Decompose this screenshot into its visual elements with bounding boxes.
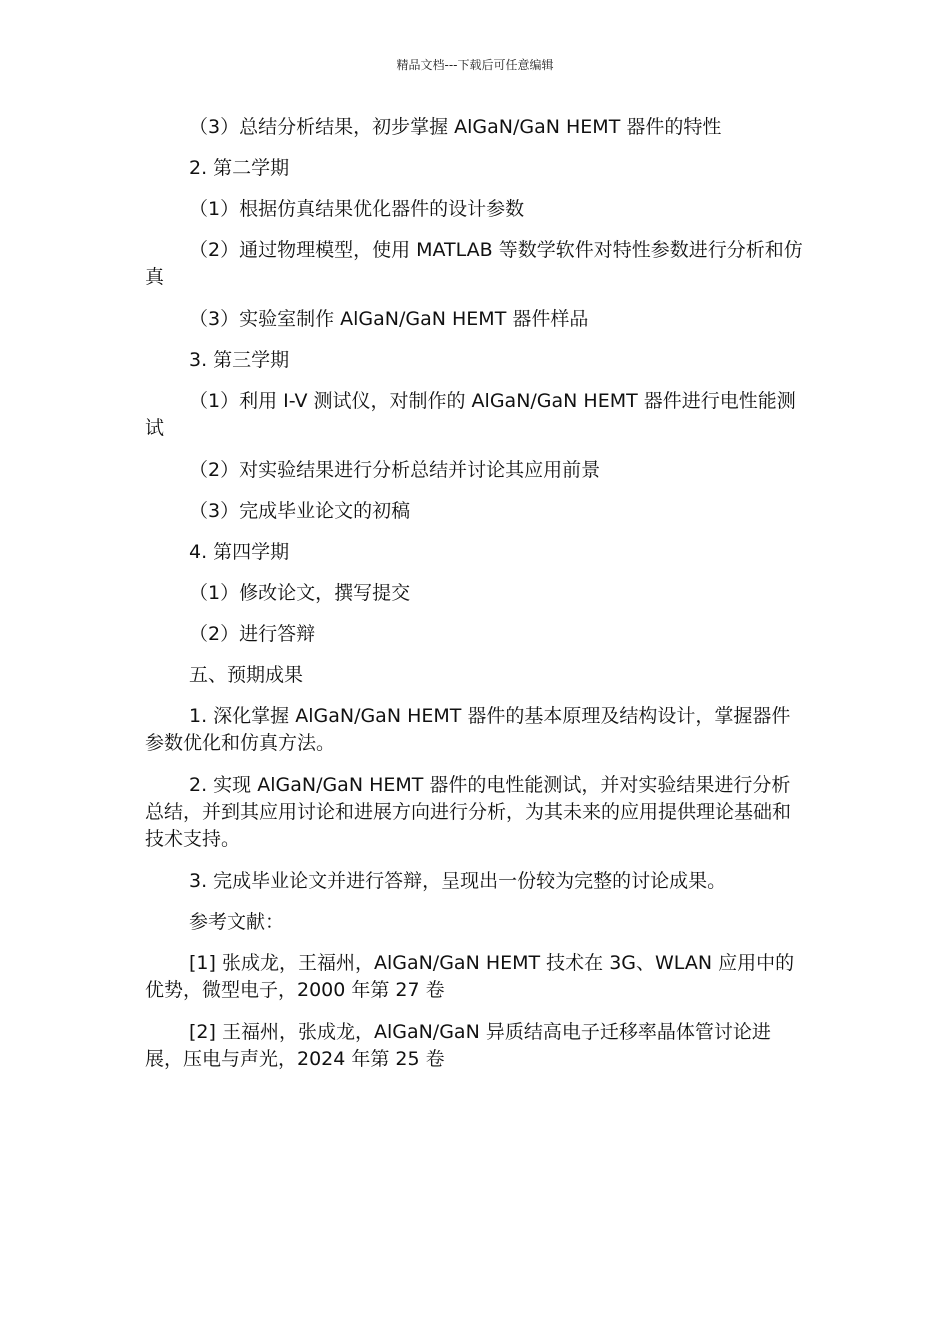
paragraph-result-2: 2. 实现 AlGaN/GaN HEMT 器件的电性能测试，并对实验结果进行分析总结，并到其应用讨论和进展方向进行分析，为其未来的应用提供理论基础和技术支持。	[145, 774, 792, 850]
paragraph-semester1-item3: （3）总结分析结果，初步掌握 AlGaN/GaN HEMT 器件的特性	[189, 116, 722, 138]
paragraph-result-1: 1. 深化掌握 AlGaN/GaN HEMT 器件的基本原理及结构设计，掌握器件参数优化和仿真方法。	[145, 705, 791, 754]
paragraph-semester3-item1: （1）利用 I-V 测试仪，对制作的 AlGaN/GaN HEMT 器件进行电性能测试	[145, 390, 796, 439]
reference-2: [2] 王福州，张成龙，AlGaN/GaN 异质结高电子迁移率晶体管讨论进展，压电与声光，2024 年第 25 卷	[145, 1021, 771, 1070]
page-header-watermark: 精品文档---下载后可任意编辑	[396, 58, 554, 72]
heading-semester3: 3. 第三学期	[189, 349, 290, 371]
paragraph-semester2-item1: （1）根据仿真结果优化器件的设计参数	[189, 198, 525, 220]
paragraph-semester4-item2: （2）进行答辩	[189, 623, 316, 645]
paragraph-semester3-item2: （2）对实验结果进行分析总结并讨论其应用前景	[189, 459, 601, 481]
paragraph-semester3-item3: （3）完成毕业论文的初稿	[189, 500, 411, 522]
paragraph-semester2-item2: （2）通过物理模型，使用 MATLAB 等数学软件对特性参数进行分析和仿真	[145, 239, 803, 288]
paragraph-semester2-item3: （3）实验室制作 AlGaN/GaN HEMT 器件样品	[189, 308, 589, 330]
document-body	[145, 114, 805, 1088]
heading-expected-results: 五、预期成果	[189, 664, 304, 686]
reference-1: [1] 张成龙，王福州，AlGaN/GaN HEMT 技术在 3G、WLAN 应用中的优势，微型电子，2000 年第 27 卷	[145, 952, 795, 1001]
paragraph-semester4-item1: （1）修改论文，撰写提交	[189, 582, 411, 604]
heading-references: 参考文献：	[189, 911, 285, 933]
heading-semester2: 2. 第二学期	[189, 157, 290, 179]
paragraph-result-3: 3. 完成毕业论文并进行答辩，呈现出一份较为完整的讨论成果。	[189, 870, 727, 892]
heading-semester4: 4. 第四学期	[189, 541, 290, 563]
